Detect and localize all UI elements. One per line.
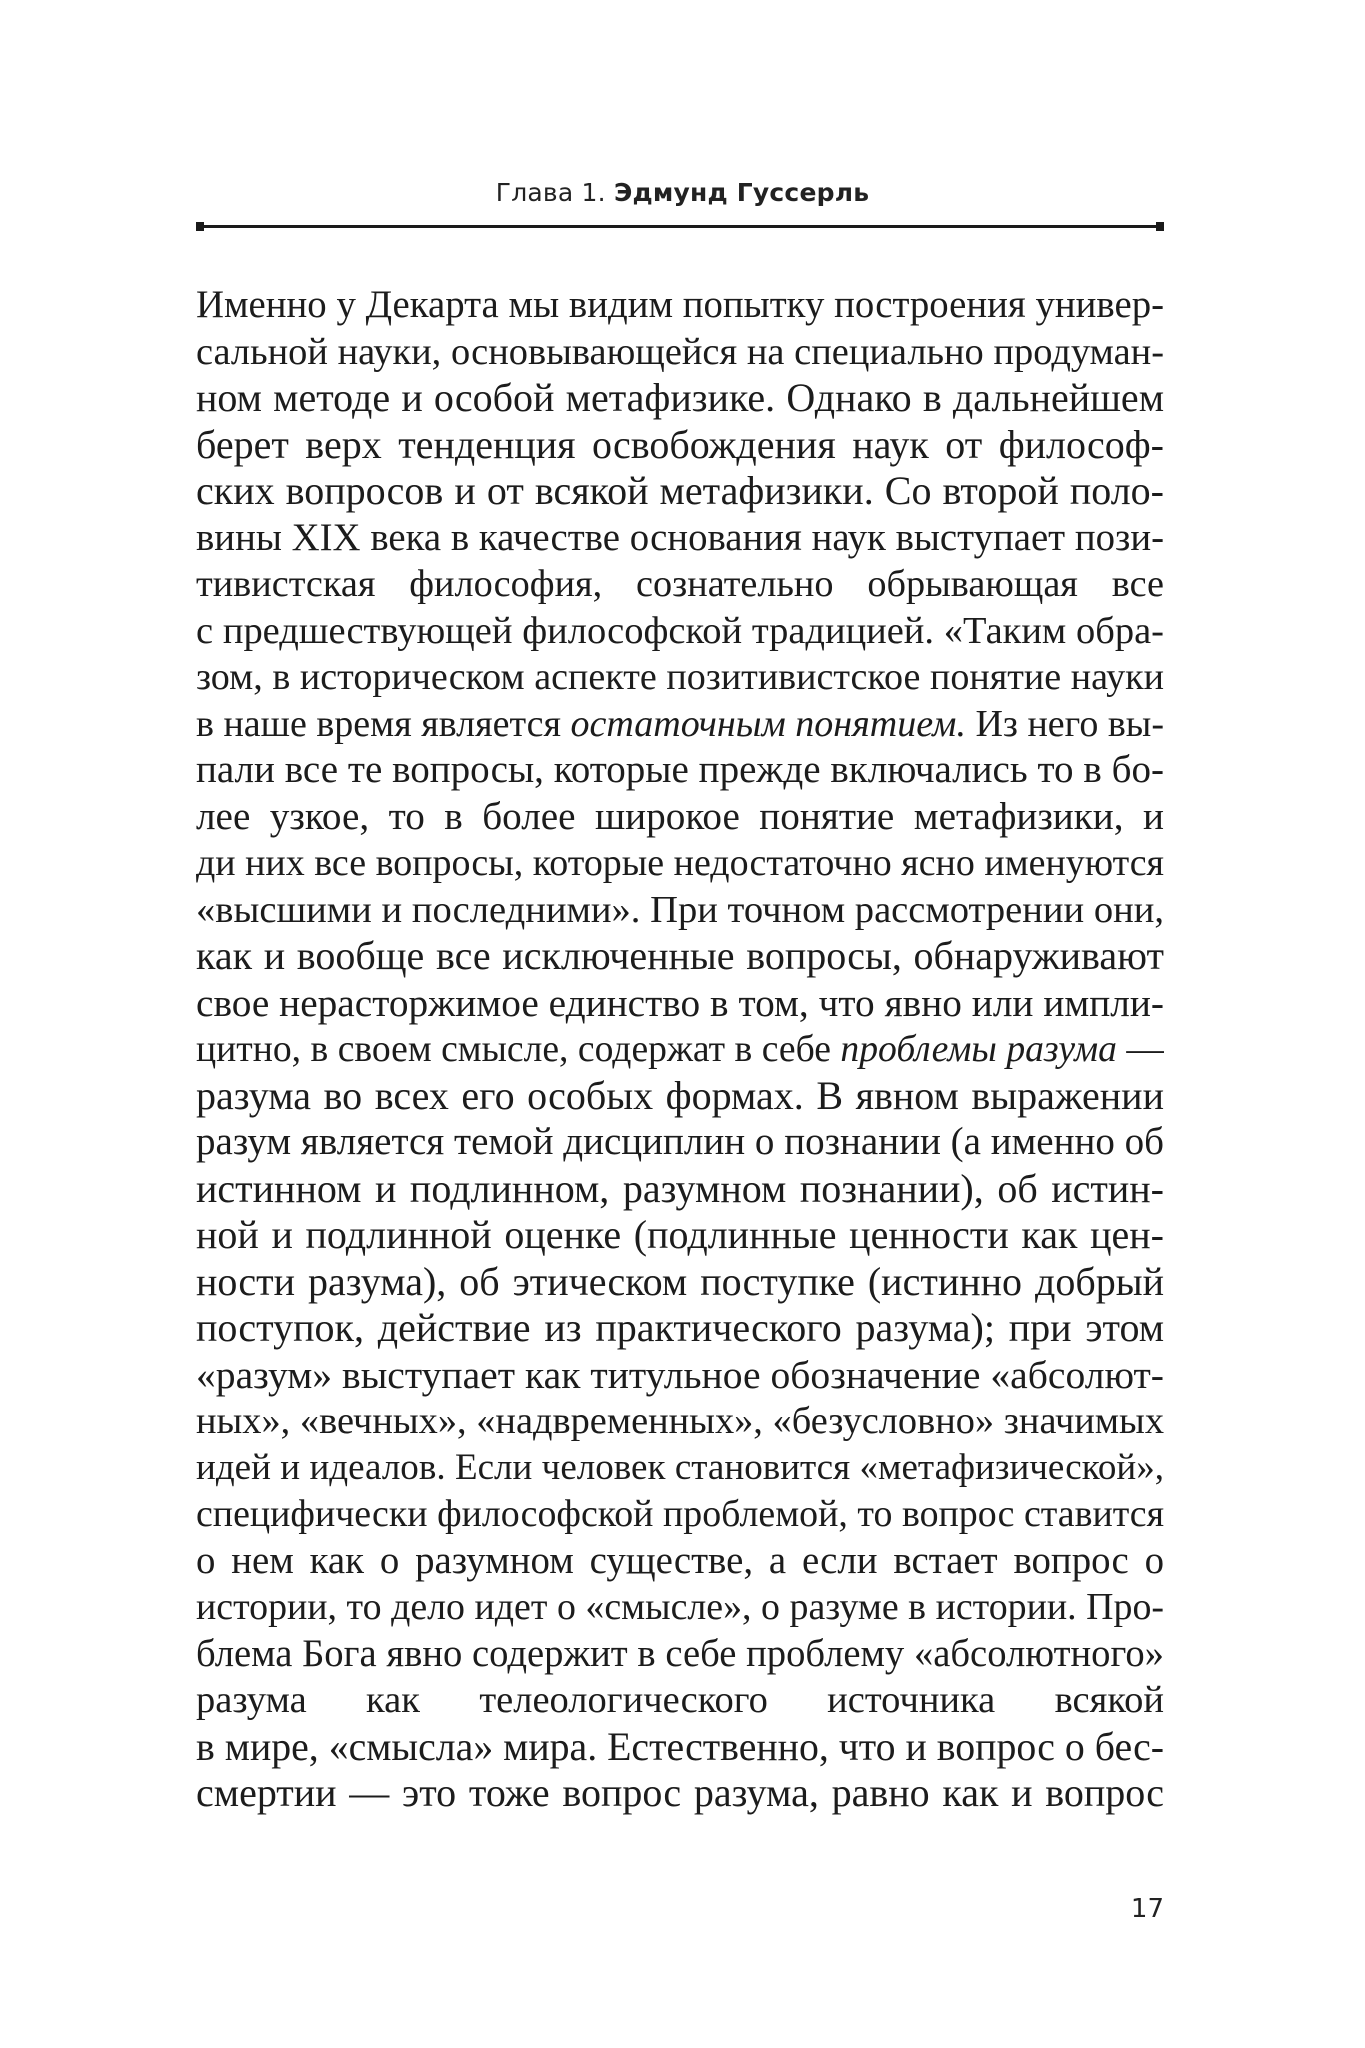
text-line [196, 468, 1164, 515]
text-segment: истинном и подлинном, разумном познании), об истин- [196, 1165, 1164, 1211]
text-line [196, 747, 1164, 794]
text-line [196, 1724, 1164, 1771]
text-segment: в мире, «смысла» мира. Естественно, что и вопрос о бес- [196, 1724, 1164, 1769]
text-line [196, 654, 1164, 701]
text-line [196, 1445, 1164, 1492]
text-segment: вины XIX века в качестве основания наук выступает пози- [196, 515, 1164, 559]
italic-phrase: проблемы разума [840, 1028, 1117, 1070]
text-segment: лее узкое, то в более широкое понятие метафизики, и [196, 794, 1164, 838]
text-line [196, 282, 1164, 329]
text-segment: Именно у Декарта мы видим попытку построения универ- [196, 283, 1164, 326]
text-line [196, 515, 1164, 562]
chapter-label: Глава 1. [495, 178, 606, 207]
text-line [196, 1631, 1164, 1678]
text-line [196, 1259, 1164, 1306]
text-segment: сальной науки, основывающейся на специально продуман- [196, 330, 1164, 373]
text-segment: ских вопросов и от всякой метафизики. Со второй поло- [196, 468, 1164, 513]
text-segment: цитно, в своем смысле, содержат в себе [196, 1028, 841, 1070]
text-segment: с предшествующей философской традицией. «Таким обра- [196, 609, 1164, 652]
text-line [196, 1073, 1164, 1120]
text-segment: истории, то дело идет о «смысле», о разуме в истории. Про- [196, 1586, 1164, 1628]
text-segment: ных», «вечных», «надвременных», «безусловно» значимых [196, 1400, 1164, 1442]
text-segment: тивистская философия, сознательно обрывающая все [196, 563, 1164, 605]
text-line [196, 1352, 1164, 1399]
text-line [196, 1491, 1164, 1538]
text-line [196, 1026, 1164, 1073]
text-line [196, 375, 1164, 422]
text-line [196, 701, 1164, 748]
text-line [196, 561, 1164, 608]
header-rule [196, 225, 1164, 228]
text-segment: ности разума), об этическом поступке (истинно добрый [196, 1258, 1164, 1304]
text-segment: в наше время является [196, 702, 571, 745]
text-segment: берет верх тенденция освобождения наук от философ- [196, 421, 1164, 467]
text-segment: пали все те вопросы, которые прежде включались то в бо- [196, 748, 1164, 791]
text-line [196, 1119, 1164, 1166]
text-segment: разума как телеологического источника всякой [196, 1679, 1164, 1721]
text-line [196, 887, 1164, 934]
running-head [0, 178, 1365, 207]
text-line [196, 1305, 1164, 1352]
text-line [196, 980, 1164, 1027]
text-line [196, 1677, 1164, 1724]
body-text [196, 282, 1164, 1817]
text-segment: Из него вы- [965, 702, 1164, 745]
chapter-author: Эдмунд Гуссерль [613, 178, 870, 207]
text-segment: «высшими и последними». При точном рассмотрении они, [196, 888, 1164, 931]
text-segment: разума во всех его особых формах. В явном выражении [196, 1072, 1164, 1118]
text-line [196, 329, 1164, 376]
text-segment: свое нерасторжимое единство в том, что явно или импли- [196, 980, 1164, 1025]
text-line [196, 1166, 1164, 1213]
text-segment: зом, в историческом аспекте позитивистское понятие науки [196, 656, 1164, 698]
text-segment: о нем как о разумном существе, а если встает вопрос о [196, 1538, 1164, 1582]
text-line [196, 1538, 1164, 1585]
text-segment: ной и подлинной оценке (подлинные ценности как цен- [196, 1212, 1164, 1257]
text-segment: блема Бога явно содержит в себе проблему «абсолютного» [196, 1632, 1164, 1675]
page-number: 17 [1130, 1894, 1164, 1924]
italic-phrase: остаточным понятием. [570, 702, 966, 745]
text-segment: ди них все вопросы, которые недостаточно ясно именуются [196, 842, 1164, 884]
text-segment: ном методе и особой метафизике. Однако в дальнейшем [196, 375, 1164, 420]
text-segment: «разум» выступает как титульное обозначение «абсолют- [196, 1352, 1164, 1397]
text-segment: как и вообще все исключенные вопросы, обнаруживают [196, 933, 1164, 978]
text-line [196, 1770, 1164, 1817]
text-line [196, 608, 1164, 655]
text-segment: разум является темой дисциплин о познании (а именно об [196, 1120, 1164, 1163]
text-line [196, 422, 1164, 469]
text-segment: — [1116, 1028, 1164, 1070]
text-segment: поступок, действие из практического разума); при этом [196, 1305, 1164, 1350]
text-segment: специфически философской проблемой, то вопрос ставится [196, 1493, 1164, 1535]
text-line [196, 1584, 1164, 1631]
text-line [196, 794, 1164, 841]
text-segment: смертии — это тоже вопрос разума, равно как и вопрос [196, 1770, 1164, 1815]
text-segment: идей и идеалов. Если человек становится «метафизической», [196, 1446, 1164, 1488]
text-line [196, 1212, 1164, 1259]
text-line [196, 933, 1164, 980]
text-line [196, 1398, 1164, 1445]
text-line [196, 840, 1164, 887]
